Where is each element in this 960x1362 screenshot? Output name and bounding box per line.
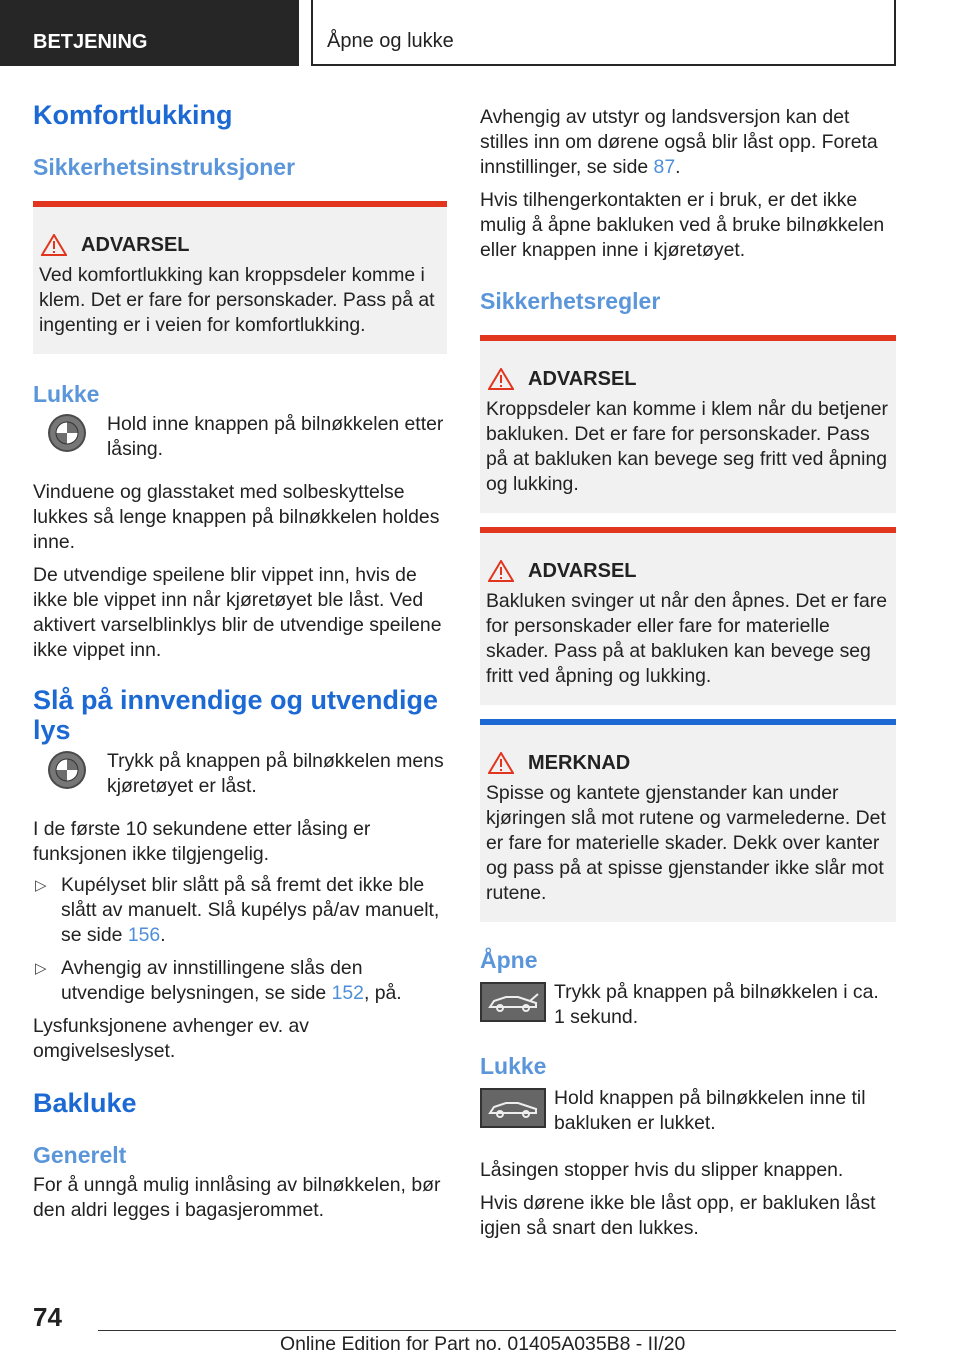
left-column (33, 100, 449, 1223)
bmw-logo-icon (33, 749, 101, 791)
warning-label: ADVARSEL (528, 560, 637, 582)
list-item: ▷ Avhengig av innstillingene slås den utvendige belysningen, se side 152, på. (35, 957, 402, 1004)
list-item: ▷ Kupélyset blir slått på så fremt det ikke ble slått av manuelt. Slå kupélys på/av manuelt, se side 156. (35, 874, 440, 946)
notice-text: Spisse og kantete gjenstander kan under kjøringen slå mot rutene og varmelederne. Det er fare for materielle skader. Dekk over kanter og pass på at spisse gjenstander ikke slår mot rutene. (486, 782, 886, 904)
lukke-instruction (33, 412, 449, 462)
chapter-tab (0, 0, 299, 66)
page-number: 74 (33, 1302, 62, 1332)
page-link-156[interactable]: 156 (127, 924, 161, 946)
bmw-logo-icon (33, 412, 101, 454)
paragraph-generelt: For å unngå mulig innlåsing av bilnøkkelen, bør den aldri legges i bagasjerommet. (33, 1174, 441, 1221)
right-column (480, 105, 896, 1241)
warning-triangle-icon (488, 368, 514, 390)
warning-text: Ved komfortlukking kan kroppsdeler komme i klem. Det er fare for personskader. Pass på at ingenting er i veien for komfortlukking. (39, 264, 435, 336)
warning-label: ADVARSEL (528, 368, 637, 390)
bullet-list (33, 873, 449, 1006)
footer-edition: Online Edition for Part no. 01405A035B8 - II/20 (280, 1333, 686, 1355)
warning-box-klem (480, 335, 896, 513)
paragraph-vinduene: Vinduene og glasstaket med solbeskyttelse lukkes så lenge knappen på bilnøkkelen holdes inne. (33, 481, 440, 553)
lys-instruction-text: Trykk på knappen på bilnøkkelen mens kjøretøyet er låst. (107, 750, 444, 797)
paragraph-dorene: Hvis dørene ikke ble låst opp, er bakluken låst igjen så snart den lukkes. (480, 1192, 876, 1239)
page-link-87[interactable]: 87 (653, 156, 676, 178)
warning-text: Bakluken svinger ut når den åpnes. Det er fare for personskader eller fare for materielle skader. Pass på at bakluken kan bevege seg fritt ved åpning og lukking. (486, 590, 887, 687)
warning-label: ADVARSEL (81, 234, 190, 256)
section-header (311, 0, 896, 66)
warning-box-svinger (480, 527, 896, 705)
triangle-bullet-icon: ▷ (35, 960, 47, 977)
lukke-bakluke-instruction (480, 1086, 896, 1136)
heading-sikkerhetsinstruksjoner: Sikkerhetsinstruksjoner (33, 154, 296, 180)
notice-label: MERKNAD (528, 752, 631, 774)
paragraph-forste: I de første 10 sekundene etter låsing er funksjonen ikke tilgjengelig. (33, 818, 371, 865)
heading-lukke: Lukke (33, 381, 100, 407)
heading-komfortlukking: Komfortlukking (33, 100, 233, 130)
heading-bakluke: Bakluke (33, 1088, 137, 1118)
heading-lukke-bakluke: Lukke (480, 1053, 547, 1079)
paragraph-lasingen: Låsingen stopper hvis du slipper knappen. (480, 1159, 844, 1181)
warning-box-komfort (33, 201, 447, 354)
lukke-instruction-text: Hold inne knappen på bilnøkkelen etter låsing. (107, 413, 444, 460)
heading-sikkerhetsregler: Sikkerhetsregler (480, 288, 661, 314)
apne-instruction (480, 980, 896, 1030)
warning-triangle-icon (41, 234, 67, 256)
notice-box-merknad (480, 719, 896, 922)
heading-generelt: Generelt (33, 1142, 127, 1168)
warning-text: Kroppsdeler kan komme i klem når du betjener bakluken. Det er fare for personskader. Pass på at bakluken kan bevege seg fritt ved åpning og lukking. (486, 398, 889, 495)
footer-divider (98, 1330, 896, 1331)
car-trunk-icon (480, 982, 546, 1022)
car-trunk-icon (480, 1088, 546, 1128)
lys-instruction (33, 749, 449, 799)
page-link-152[interactable]: 152 (331, 982, 364, 1004)
paragraph-lysfunksjoner: Lysfunksjonene avhenger ev. av omgivelseslyset. (33, 1015, 309, 1062)
heading-apne: Åpne (480, 947, 538, 973)
paragraph-avhengig: Avhengig av utstyr og landsversjon kan det stilles inn om dørene også blir låst opp. Foreta innstillinger, se side 87. (480, 106, 878, 178)
lukke-bakluke-instruction-text: Hold knappen på bilnøkkelen inne til bakluken er lukket. (554, 1087, 866, 1134)
heading-lys: Slå på innvendige og utvendige lys (33, 685, 439, 745)
paragraph-tilhenger: Hvis tilhengerkontakten er i bruk, er det ikke mulig å åpne bakluken ved å bruke bilnøkkelen eller knappen inne i kjøretøyet. (480, 189, 885, 261)
warning-triangle-icon (488, 560, 514, 582)
warning-triangle-icon (488, 752, 514, 774)
chapter-title: BETJENING (33, 31, 148, 53)
apne-instruction-text: Trykk på knappen på bilnøkkelen i ca. 1 sekund. (554, 981, 879, 1028)
paragraph-speilene: De utvendige speilene blir vippet inn, hvis de ikke ble vippet inn når kjøretøyet ble låst. Ved aktivert varselblinklys blir de utvendige speilene ikke vippet inn. (33, 564, 442, 661)
triangle-bullet-icon: ▷ (35, 877, 47, 894)
section-title: Åpne og lukke (327, 30, 454, 52)
